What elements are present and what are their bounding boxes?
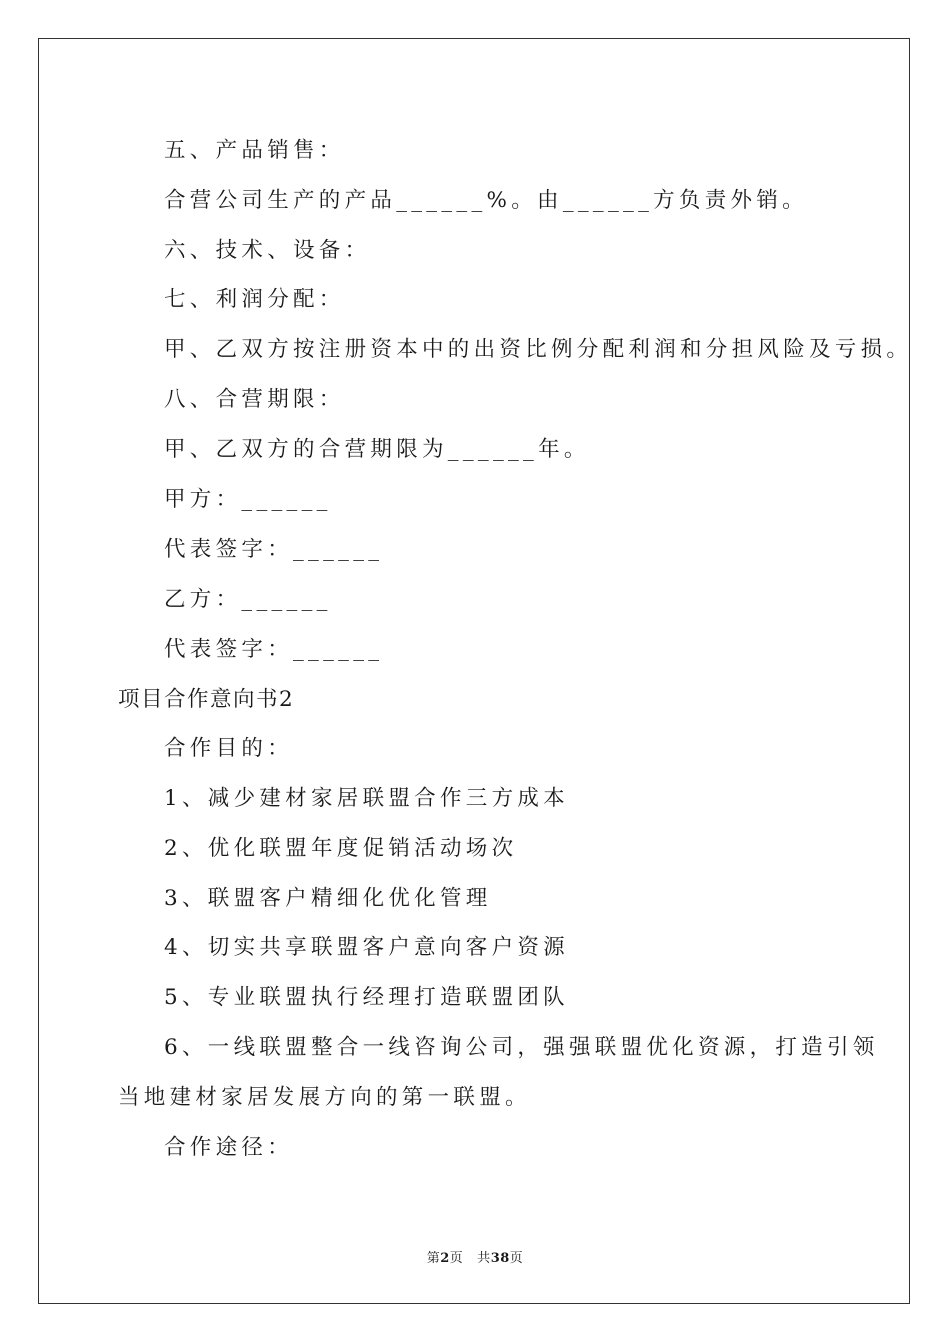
paragraph-term: 甲、乙双方的合营期限为______年。 xyxy=(164,437,590,462)
footer-prefix: 第 xyxy=(426,1251,441,1266)
section-heading-profit: 七、利润分配： xyxy=(164,287,345,312)
approach-heading: 合作途径： xyxy=(164,1135,294,1160)
list-item: 5、专业联盟执行经理打造联盟团队 xyxy=(164,985,569,1010)
section-heading-sales: 五、产品销售： xyxy=(164,138,345,163)
party-b-line: 乙方：______ xyxy=(164,587,332,612)
footer-page-suffix: 页 xyxy=(449,1251,464,1266)
purpose-heading: 合作目的： xyxy=(164,736,294,761)
document-title: 项目合作意向书2 xyxy=(118,687,295,712)
section-heading-technology: 六、技术、设备： xyxy=(164,238,371,263)
list-item: 1、减少建材家居联盟合作三方成本 xyxy=(164,786,569,811)
list-item: 3、联盟客户精细化优化管理 xyxy=(164,886,492,911)
paragraph-sales: 合营公司生产的产品______%。由______方负责外销。 xyxy=(164,188,808,213)
section-heading-term: 八、合营期限： xyxy=(164,387,345,412)
list-item: 4、切实共享联盟客户意向客户资源 xyxy=(164,935,569,960)
list-item: 2、优化联盟年度促销活动场次 xyxy=(164,836,518,861)
footer-total-prefix: 共 xyxy=(477,1251,491,1266)
paragraph-profit: 甲、乙双方按注册资本中的出资比例分配利润和分担风险及亏损。 xyxy=(164,337,913,362)
page-border xyxy=(38,38,913,1304)
footer-total-suffix: 页 xyxy=(509,1251,524,1266)
list-item-continuation: 当地建材家居发展方向的第一联盟。 xyxy=(118,1085,531,1110)
list-item: 6、一线联盟整合一线咨询公司，强强联盟优化资源，打造引领 xyxy=(164,1035,879,1060)
page-footer xyxy=(0,1247,950,1266)
current-page-number: 2 xyxy=(440,1251,450,1266)
party-a-signature-line: 代表签字：______ xyxy=(164,537,384,562)
total-page-count: 38 xyxy=(490,1251,510,1266)
party-a-line: 甲方：______ xyxy=(164,487,332,512)
party-b-signature-line: 代表签字：______ xyxy=(164,637,384,662)
